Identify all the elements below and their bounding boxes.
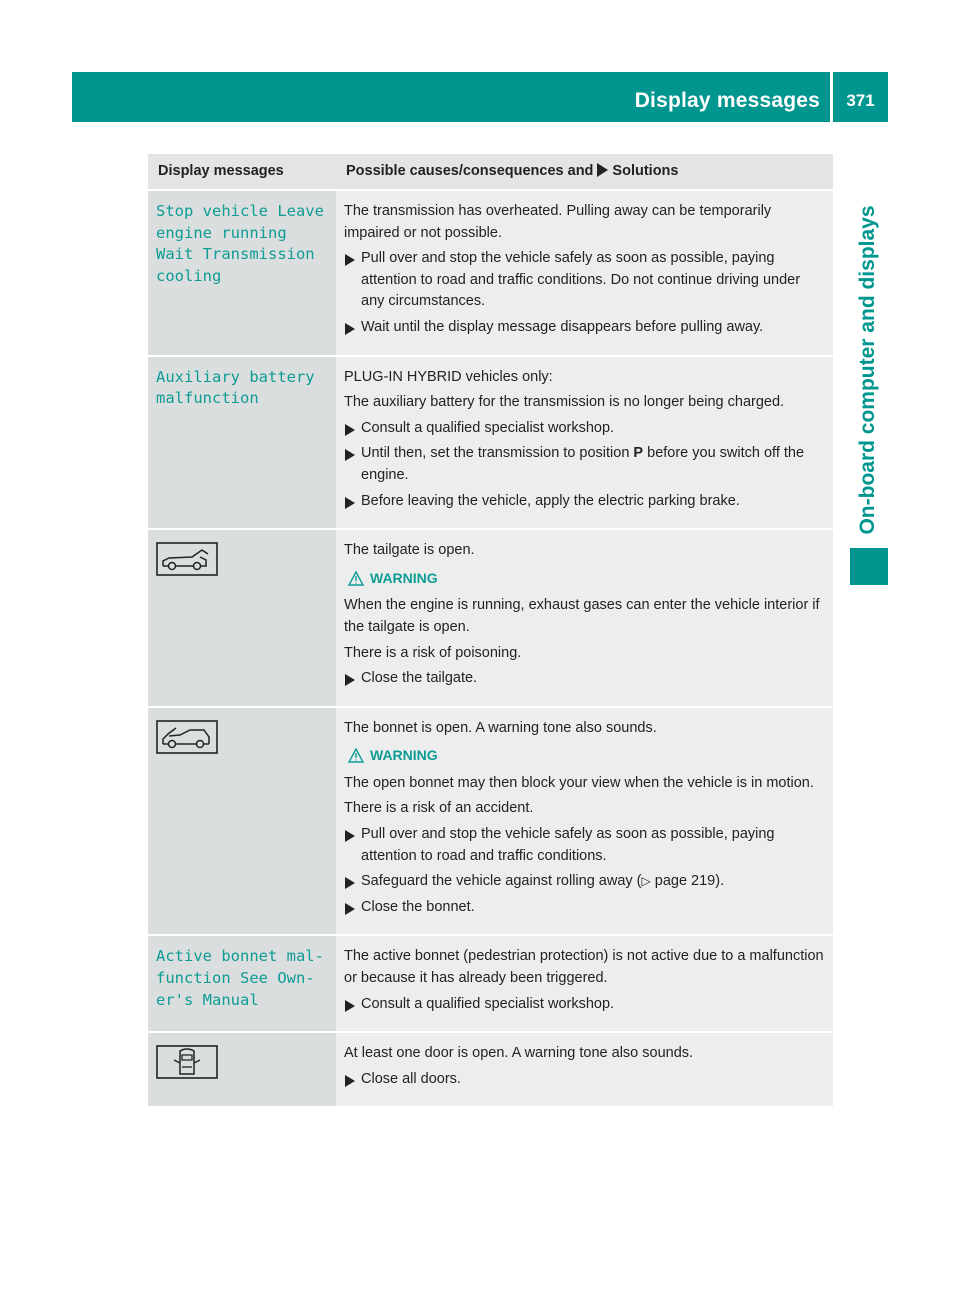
solution-arrow-icon	[597, 163, 608, 177]
display-message-cell	[148, 707, 336, 936]
table-header-row	[148, 154, 833, 190]
display-message-cell	[148, 1032, 336, 1107]
cause-text: The tailgate is open.	[344, 542, 475, 559]
gear-position: P	[633, 445, 644, 462]
risk-text: There is a risk of poisoning.	[344, 644, 522, 661]
table-row	[148, 190, 833, 356]
col-header-causes-suffix: Solutions	[612, 163, 679, 179]
warning-triangle-icon	[348, 748, 364, 763]
cause-text: The bonnet is open. A warning tone also sounds.	[344, 719, 657, 736]
page-reference-arrow-icon: ▷	[641, 874, 651, 889]
display-message-cell	[148, 935, 336, 1032]
causes-cell	[336, 356, 833, 530]
causes-cell	[336, 190, 833, 356]
col-header-display-messages: Display messages	[148, 154, 336, 190]
warning-label: WARNING	[370, 569, 438, 586]
warning-text: When the engine is running, exhaust gases can enter the vehicle interior if the tailgate is open.	[344, 597, 820, 635]
solution-step-text: before you switch off the engine.	[361, 445, 805, 483]
display-code-line: cooling	[156, 266, 222, 285]
display-code-line: function See Own‐	[156, 969, 315, 988]
table-row	[148, 707, 833, 936]
col-header-causes	[336, 154, 833, 190]
solution-step: Consult a qualified specialist workshop.	[344, 418, 827, 440]
solution-step: Pull over and stop the vehicle safely as soon as possible, paying attention to road and traffic conditions.	[344, 824, 827, 867]
display-code-line: er's Manual	[156, 990, 259, 1009]
table-row	[148, 356, 833, 530]
causes-cell	[336, 1032, 833, 1107]
header-bar	[72, 72, 888, 122]
solution-step: Consult a qualified specialist workshop.	[344, 994, 827, 1016]
col-header-causes-prefix: Possible causes/consequences and	[346, 163, 594, 179]
causes-cell	[336, 935, 833, 1032]
solution-step: Pull over and stop the vehicle safely as soon as possible, paying attention to road and traffic conditions. Do not continue driving under any circumstances.	[344, 248, 827, 313]
warning-text: The open bonnet may then block your view when the vehicle is in motion.	[344, 774, 814, 791]
display-messages-table	[148, 154, 833, 1108]
warning-label: WARNING	[370, 747, 438, 764]
page-title: Display messages	[634, 89, 820, 112]
solution-step	[344, 871, 827, 893]
page-number: 371	[846, 91, 875, 110]
warning-heading	[348, 568, 827, 590]
solution-step: Before leaving the vehicle, apply the electric parking brake.	[344, 491, 827, 513]
warning-triangle-icon	[348, 571, 364, 586]
table-row	[148, 1032, 833, 1107]
solution-step: Wait until the display message disappears before pulling away.	[344, 317, 827, 339]
solution-step-text: Safeguard the vehicle against rolling away (	[361, 873, 642, 890]
display-message-cell	[148, 190, 336, 356]
page-reference: page 219).	[654, 873, 725, 890]
display-code-line: Stop vehicle Leave	[156, 202, 324, 220]
cause-text: At least one door is open. A warning tone also sounds.	[344, 1045, 694, 1062]
solution-step: Close the bonnet.	[344, 897, 827, 919]
table-row	[148, 529, 833, 707]
display-message-cell	[148, 356, 336, 530]
solution-step: Close the tailgate.	[344, 668, 827, 690]
solution-step	[344, 443, 827, 486]
cause-text: The auxiliary battery for the transmission is no longer being charged.	[344, 394, 785, 411]
risk-text: There is a risk of an accident.	[344, 800, 534, 817]
causes-cell	[336, 707, 833, 936]
causes-cell	[336, 529, 833, 707]
tailgate-open-icon	[156, 542, 218, 576]
display-message-cell	[148, 529, 336, 707]
solution-step: Close all doors.	[344, 1069, 827, 1091]
cause-text: The active bonnet (pedestrian protection) is not active due to a malfunction or because it has already been triggered.	[344, 948, 824, 987]
table-row	[148, 935, 833, 1032]
warning-heading	[348, 745, 827, 767]
section-side-label-text: On-board computer and displays	[856, 205, 879, 535]
solution-step-text: Until then, set the transmission to position	[361, 445, 630, 462]
door-open-icon	[156, 1045, 218, 1079]
display-code-line: engine running	[156, 223, 287, 242]
section-tab-marker	[850, 548, 888, 585]
cause-text: PLUG-IN HYBRID vehicles only:	[344, 368, 553, 385]
display-code-line: Active bonnet mal‐	[156, 947, 324, 966]
bonnet-open-icon	[156, 720, 218, 754]
display-code-line: malfunction	[156, 389, 259, 408]
cause-text: The transmission has overheated. Pulling away can be temporarily impaired or not possible.	[344, 203, 772, 241]
display-code-line: Wait Transmission	[156, 245, 315, 264]
display-code-line: Auxiliary battery	[156, 367, 315, 386]
section-side-label	[850, 170, 886, 570]
